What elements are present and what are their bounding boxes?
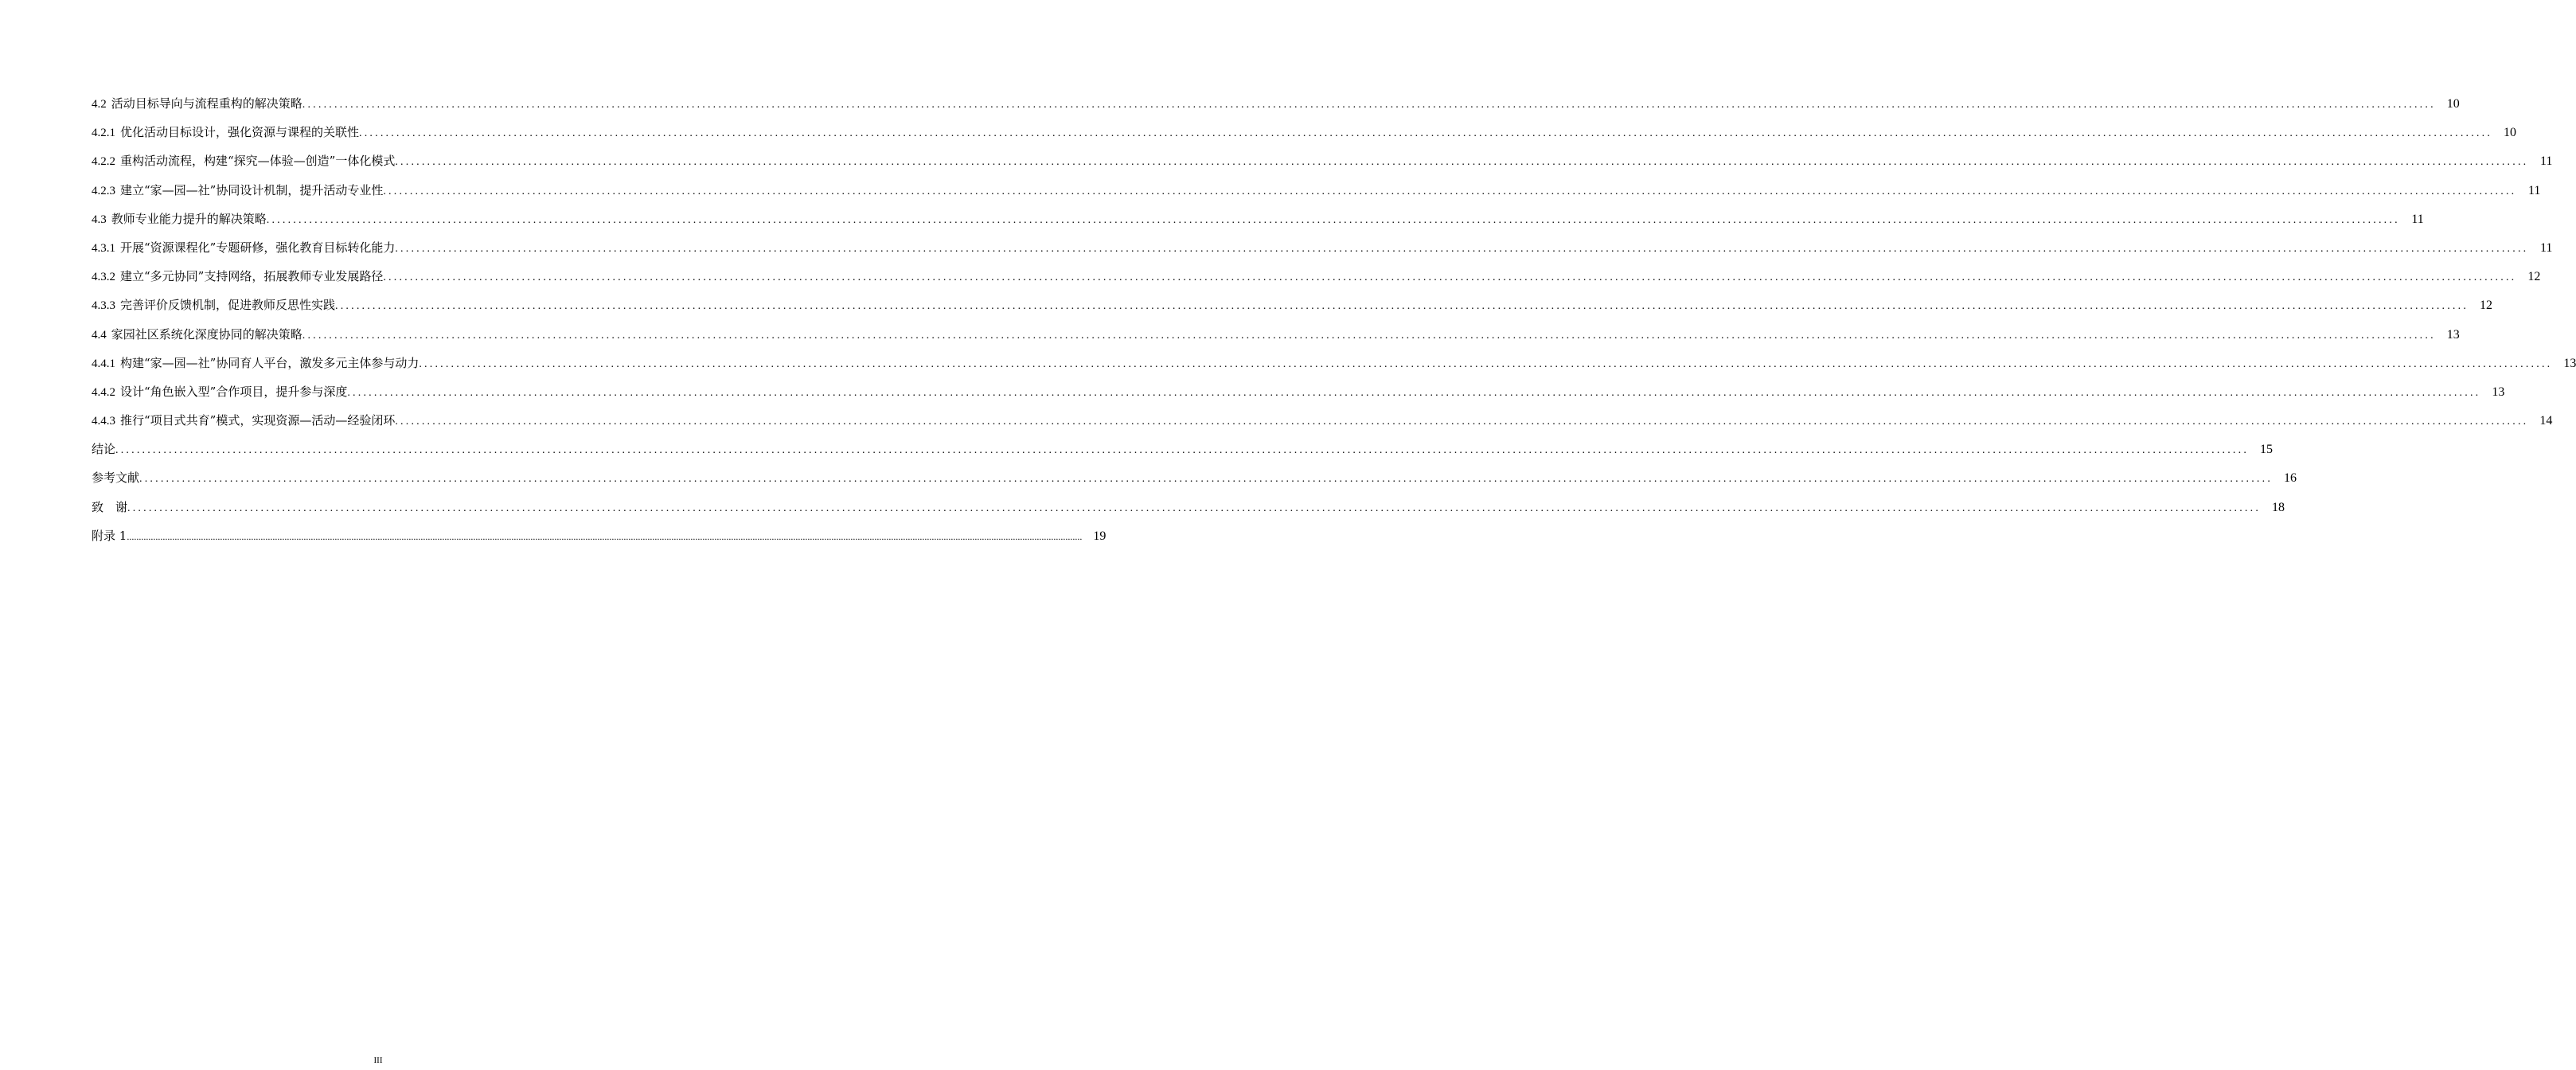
dot-leader: ................................................................................................................................................................................................................................................................................................................................................................................................................ [419,357,2553,370]
toc-entry-text: 重构活动流程，构建“探究—体验—创造”一体化模式 [120,154,396,169]
toc-entry-text: 附录 1 [92,528,127,543]
toc-entry-number: 4.4 [92,328,107,342]
toc-entry-page: 10 [2504,126,2517,140]
toc-entry-title [92,349,419,378]
toc-entry-page: 11 [2539,154,2553,169]
dot-leader: ................................................................................................................................................................................................................................................................................................................................................................................................................ [347,386,2481,399]
toc-entry-title [92,233,395,263]
toc-entry-page: 10 [2446,97,2460,111]
toc-entry[interactable] [92,463,2297,492]
dot-leader: ................................................................................................................................................................................................................................................................................................................................................................................................................ [335,300,2469,313]
toc-entry-page: 15 [2260,443,2274,457]
toc-entry-text: 活动目标导向与流程重构的解决策略 [111,96,302,111]
toc-entry[interactable] [92,205,2424,233]
toc-entry-page: 11 [2411,212,2424,226]
toc-entry-text: 完善评价反馈机制，促进教师反思性实践 [120,298,336,313]
toc-entry-number: 4.3.3 [92,299,115,313]
toc-entry-text: 致 谢 [92,499,128,514]
toc-entry-title [92,291,335,320]
toc-entry-page: 14 [2539,414,2553,428]
dot-leader: ................................................................................................................................................................................................................................................................................................................................................................................................................ [266,213,2400,226]
toc-entry-title [92,377,347,407]
toc-entry-number: 4.3.2 [92,271,115,284]
toc-entry[interactable] [92,349,2576,377]
toc-entry-title [92,89,302,119]
toc-entry-page: 16 [2284,471,2297,486]
dot-leader: ................................................................................................................................................................................................................................................................................................................................................................................................................ [383,271,2517,284]
toc-entry-text: 参考文献 [92,471,140,486]
toc-entry-title [92,262,383,291]
toc-entry-number: 4.4.1 [92,357,115,370]
toc-entry-page: 11 [2539,240,2553,255]
toc-entry-text: 建立“家—园—社”协同设计机制，提升活动专业性 [120,182,384,197]
toc-entry[interactable] [92,435,2274,463]
toc-entry[interactable] [92,521,1107,550]
toc-entry-page: 12 [2480,299,2493,313]
dot-leader: ................................................................................................................................................................................................................................................................................................................................................................................................................ [302,99,2436,111]
toc-entry-title [92,493,127,521]
toc-entry-number: 4.4.2 [92,385,115,399]
toc-entry[interactable] [92,146,2553,175]
toc-entry-page: 11 [2527,183,2541,197]
toc-entry-number: 4.3 [92,213,107,226]
dot-leader: ................................................................................................................................................................................................................................................................................................................................................................................................................ [359,127,2493,140]
dot-leader: ................................................................................................................................................................................................................................................................................................................................................................................................................ [115,444,2250,457]
toc-entry-number: 4.4.3 [92,415,115,428]
toc-entry-number: 4.2.2 [92,155,115,169]
toc-entry-page: 18 [2272,500,2285,514]
dot-leader: ................................................................................................................................................................................................................................................................................................................................................................................................................ [127,502,2262,514]
toc-entry-title [92,521,127,550]
toc-entry[interactable] [92,233,2553,262]
toc-entry-text: 推行“项目式共育”模式，实现资源—活动—经验闭环 [120,413,396,428]
toc-entry-page: 13 [2563,356,2576,370]
dot-leader: ................................................................................................................................................................................................................................................................................................................................................................................................................ [395,156,2529,169]
dot-leader: ................................................................................................................................................................................................................................................................................................................................................................................................................ [383,185,2517,197]
toc-entry-text: 开展“资源课程化”专题研修，强化教育目标转化能力 [120,240,396,255]
dot-leader: ................................................................................................................................................................................................................................................................................................................................................................................................................ [302,329,2436,342]
toc-entry-number: 4.2.3 [92,184,115,197]
toc-entry[interactable] [92,291,2493,319]
toc-entry-text: 优化活动目标设计，强化资源与课程的关联性 [120,125,360,140]
toc-entry-title [92,435,115,463]
toc-entry-text: 建立“多元协同”支持网络，拓展教师专业发展路径 [120,269,384,284]
toc-entry-title [92,118,359,147]
dot-leader: ................................................................................................................................................................................................................................................................................................................................................................................................................ [395,242,2529,255]
toc-entry[interactable] [92,377,2505,406]
toc-entry-text: 结论 [92,442,116,457]
toc-entry-title [92,146,395,176]
toc-entry-text: 教师专业能力提升的解决策略 [111,211,267,226]
toc-entry-title [92,205,267,234]
toc-entry[interactable] [92,118,2517,146]
page-number: III [373,1056,383,1065]
toc-entry[interactable] [92,493,2285,521]
toc-entry-title [92,406,395,435]
toc-entry-title [92,463,139,492]
toc-entry[interactable] [92,89,2460,118]
toc-entry-text: 构建“家—园—社”协同育人平台，激发多元主体参与动力 [120,355,420,370]
toc-entry-page: 19 [1093,529,1107,543]
dot-leader: ................................................................................................................................................................................................................................................................................................................................................................................................................ [139,473,2274,486]
toc-entry-number: 4.2.1 [92,127,115,140]
toc-entry-number: 4.2 [92,98,107,111]
toc-entry-text: 家园社区系统化深度协同的解决策略 [111,326,302,342]
dot-leader: ................................................................................................................................................................................................................................................................................................................................................................................................................ [395,416,2529,428]
toc-entry-title [92,320,302,350]
table-of-contents [92,89,2576,550]
toc-entry-text: 设计“角色嵌入型”合作项目，提升参与深度 [120,384,348,399]
toc-entry-number: 4.3.1 [92,241,115,255]
toc-entry-title [92,176,383,205]
dot-leader: ................................................................................................................................................................................................................................................................................................................................................................................................................ [127,530,1083,542]
toc-entry-page: 13 [2446,327,2460,342]
toc-entry[interactable] [92,320,2460,349]
toc-entry[interactable] [92,262,2541,291]
toc-entry-page: 12 [2527,270,2541,284]
toc-entry[interactable] [92,406,2553,435]
toc-entry-page: 13 [2492,385,2505,399]
toc-entry[interactable] [92,176,2541,205]
